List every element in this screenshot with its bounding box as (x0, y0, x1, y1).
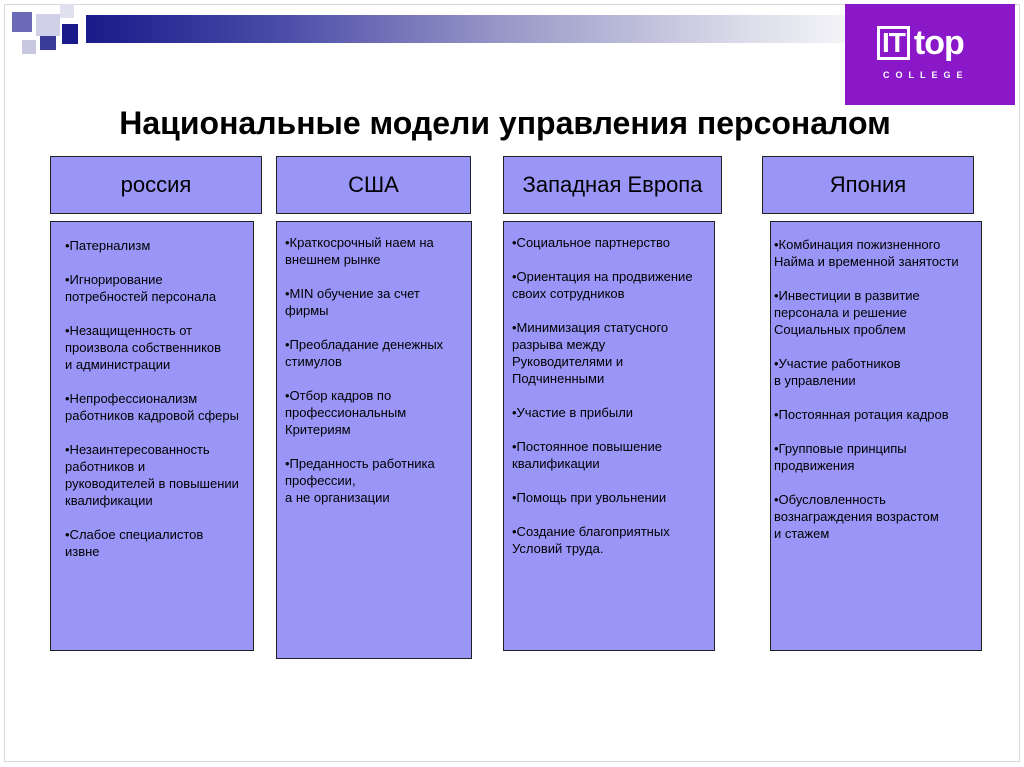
column-western-europe (503, 221, 715, 651)
list-item: •Краткосрочный наем на внешнем рынке (285, 235, 434, 267)
list-item: •Преобладание денежных стимулов (285, 337, 444, 369)
list-item: •Комбинация пожизненного Найма и временной занятости (774, 237, 959, 269)
column-header-russia: россия (50, 156, 262, 214)
logo-main: top (913, 24, 964, 62)
list-item: •Патернализм (65, 238, 151, 253)
page-title: Национальные модели управления персоналом (119, 105, 891, 141)
list-item: •Групповые принципы продвижения (774, 441, 907, 473)
list-item: •Слабое специалистов извне (65, 527, 204, 559)
logo (845, 4, 1015, 105)
list-item: •Незаинтересованность работников и руководителей в повышении квалификации (65, 442, 239, 508)
list-item: •Социальное партнерство (512, 235, 670, 250)
list-item: •Обусловленность вознаграждения возрастом и стажем (774, 492, 939, 541)
list-item: •Непрофессионализм работников кадровой сферы (65, 391, 239, 423)
column-japan (770, 221, 982, 651)
list-item: •Участие работников в управлении (774, 356, 901, 388)
column-header-japan: Япония (762, 156, 974, 214)
list-item: •Создание благоприятных Условий труда. (512, 524, 670, 556)
list-item: •Отбор кадров по профессиональным Критериям (285, 388, 407, 437)
list-item: •Минимизация статусного разрыва между Руководителями и Подчиненными (512, 320, 669, 386)
logo-subtitle: COLLEGE (883, 70, 969, 80)
list-item: •Незащищенность от произвола собственников и администрации (65, 323, 222, 372)
list-item: •Инвестиции в развитие персонала и решение Социальных проблем (774, 288, 920, 337)
list-item: •Постоянное повышение квалификации (512, 439, 662, 471)
list-item: •Постоянная ротация кадров (774, 407, 949, 422)
header-gradient-bar (86, 15, 846, 43)
list-item: •Преданность работника профессии, а не организации (285, 456, 435, 505)
column-russia (50, 221, 254, 651)
list-item: •Игнорирование потребностей персонала (65, 272, 217, 304)
logo-wordmark (877, 26, 964, 60)
list-item: •Участие в прибыли (512, 405, 634, 420)
list-item: •MIN обучение за счет фирмы (285, 286, 420, 318)
list-item: •Ориентация на продвижение своих сотрудников (512, 269, 693, 301)
logo-badge: IT (877, 26, 910, 60)
column-header-usa: США (276, 156, 471, 214)
list-item: •Помощь при увольнении (512, 490, 667, 505)
column-usa (276, 221, 472, 659)
column-header-western-europe: Западная Европа (503, 156, 722, 214)
